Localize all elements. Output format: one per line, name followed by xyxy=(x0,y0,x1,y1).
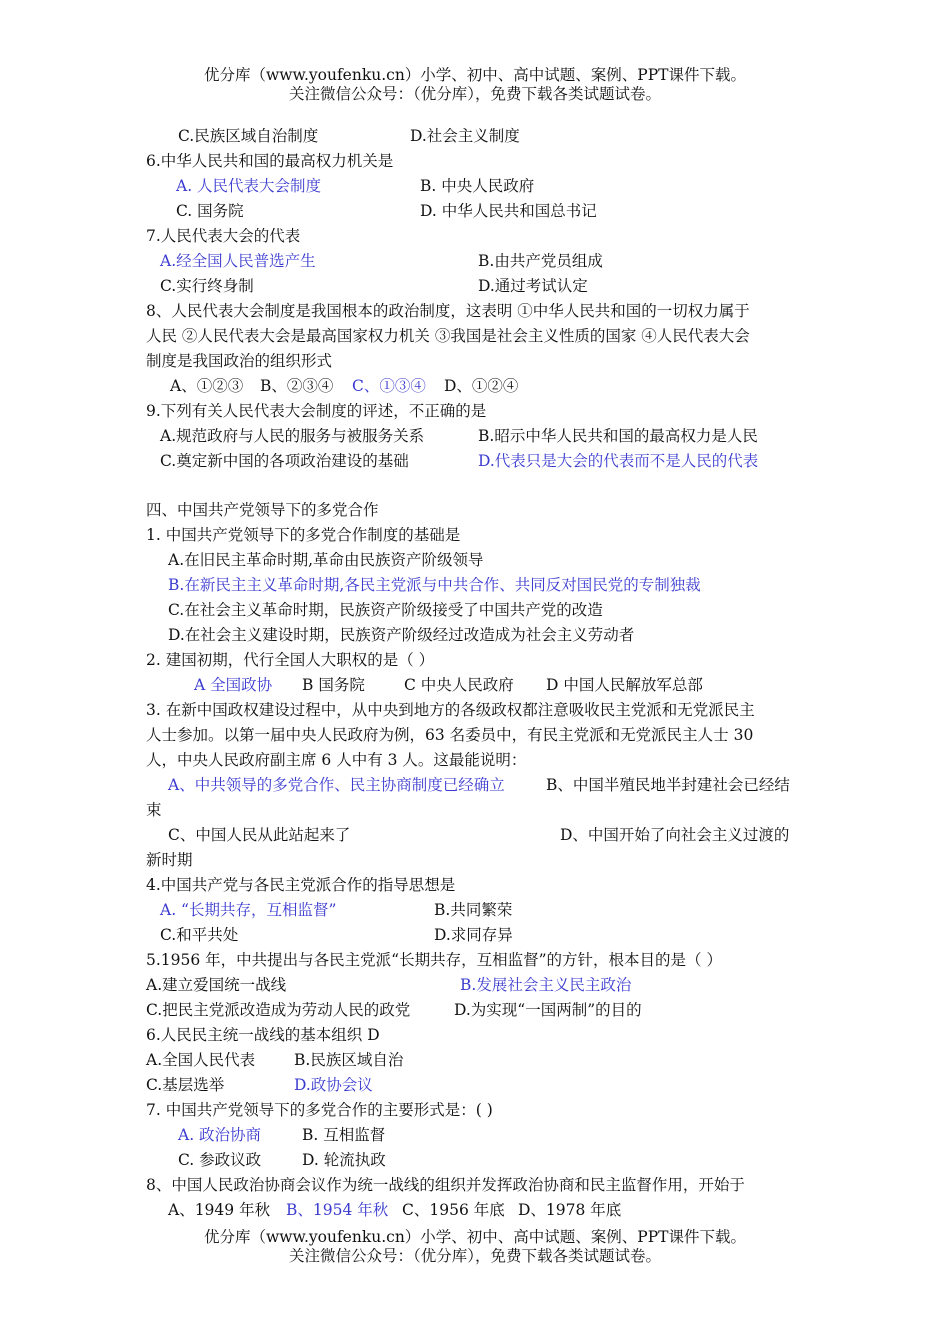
question-8-line-1: 8、人民代表大会制度是我国根本的政治制度，这表明 ①中华人民共和国的一切权力属于 xyxy=(146,302,750,320)
option-d: D. 轮流执政 xyxy=(302,1151,386,1169)
option-a: A.全国人民代表 xyxy=(146,1051,256,1069)
footer-line-2: 关注微信公众号：（优分库），免费下载各类试题试卷。 xyxy=(288,1247,661,1265)
option-d: D、①②④ xyxy=(444,377,519,395)
option-c: C.在社会主义革命时期，民族资产阶级接受了中国共产党的改造 xyxy=(168,601,603,619)
option-a: A、1949 年秋 xyxy=(168,1201,271,1219)
option-a: A、①②③ xyxy=(170,377,244,395)
option-b-continued: 束 xyxy=(146,801,162,819)
option-b: B.共同繁荣 xyxy=(434,901,513,919)
option-c: C 中央人民政府 xyxy=(404,676,514,694)
option-a-answer: A. 政治协商 xyxy=(178,1126,262,1144)
option-b-answer: B.发展社会主义民主政治 xyxy=(460,976,632,994)
option-d-answer: D.代表只是大会的代表而不是人民的代表 xyxy=(478,452,759,470)
question-4: 4.中国共产党与各民主党派合作的指导思想是 xyxy=(146,876,456,894)
option-c: C. 国务院 xyxy=(176,202,244,220)
option-a: A.规范政府与人民的服务与被服务关系 xyxy=(160,427,425,445)
question-8: 8、中国人民政治协商会议作为统一战线的组织并发挥政治协商和民主监督作用，开始于 xyxy=(146,1176,745,1194)
question-6: 6.中华人民共和国的最高权力机关是 xyxy=(146,152,394,170)
option-b: B、②③④ xyxy=(260,377,334,395)
option-c: C.民族区域自治制度 xyxy=(178,127,319,145)
option-b-answer: B.在新民主主义革命时期,各民主党派与中共合作、共同反对国民党的专制独裁 xyxy=(168,576,701,594)
option-a: A.在旧民主革命时期,革命由民族资产阶级领导 xyxy=(168,551,484,569)
question-5: 5.1956 年，中共提出与各民主党派“长期共存，互相监督”的方针，根本目的是（ ） xyxy=(146,951,722,969)
page-header xyxy=(0,66,950,104)
question-8-line-3: 制度是我国政治的组织形式 xyxy=(146,352,333,370)
header-line-1: 优分库（www.youfenku.cn）小学、初中、高中试题、案例、PPT课件下载。 xyxy=(203,66,747,84)
option-a-answer: A.经全国人民普选产生 xyxy=(160,252,316,270)
option-b: B 国务院 xyxy=(302,676,365,694)
option-a-answer: A、中共领导的多党合作、民主协商制度已经确立 xyxy=(168,776,505,794)
question-9: 9.下列有关人民代表大会制度的评述，不正确的是 xyxy=(146,402,487,420)
question-1: 1. 中国共产党领导下的多党合作制度的基础是 xyxy=(146,526,461,544)
option-c: C. 参政议政 xyxy=(178,1151,262,1169)
option-d-answer: D.政协会议 xyxy=(294,1076,373,1094)
option-b: B、中国半殖民地半封建社会已经结 xyxy=(546,776,790,794)
header-line-2: 关注微信公众号：（优分库），免费下载各类试题试卷。 xyxy=(288,85,661,103)
option-d: D、中国开始了向社会主义过渡的 xyxy=(560,826,790,844)
page-footer xyxy=(0,1228,950,1266)
option-d: D.社会主义制度 xyxy=(410,127,520,145)
footer-line-1: 优分库（www.youfenku.cn）小学、初中、高中试题、案例、PPT课件下载。 xyxy=(203,1228,747,1246)
option-c: C.奠定新中国的各项政治建设的基础 xyxy=(160,452,409,470)
option-d: D.为实现“一国两制”的目的 xyxy=(454,1001,642,1019)
option-a-answer: A. 人民代表大会制度 xyxy=(176,177,322,195)
option-d: D 中国人民解放军总部 xyxy=(546,676,703,694)
option-c: C.基层选举 xyxy=(146,1076,225,1094)
option-d-continued: 新时期 xyxy=(146,851,193,869)
question-2: 2. 建国初期，代行全国人大职权的是（ ） xyxy=(146,651,435,669)
question-3-line-2: 人士参加。以第一届中央人民政府为例，63 名委员中，有民主党派和无党派民主人士 30 xyxy=(146,726,754,744)
option-c: C、中国人民从此站起来了 xyxy=(168,826,351,844)
option-b-answer: B、1954 年秋 xyxy=(286,1201,389,1219)
option-c: C.把民主党派改造成为劳动人民的政党 xyxy=(146,1001,411,1019)
option-d: D、1978 年底 xyxy=(518,1201,622,1219)
option-c-answer: C、①③④ xyxy=(352,377,426,395)
option-a: A.建立爱国统一战线 xyxy=(146,976,287,994)
option-c: C、1956 年底 xyxy=(402,1201,505,1219)
option-a-answer: A 全国政协 xyxy=(194,676,273,694)
option-b: B. 互相监督 xyxy=(302,1126,386,1144)
option-d: D. 中华人民共和国总书记 xyxy=(420,202,597,220)
option-d: D.通过考试认定 xyxy=(478,277,588,295)
question-7: 7. 中国共产党领导下的多党合作的主要形式是：( ) xyxy=(146,1101,493,1119)
option-b: B. 中央人民政府 xyxy=(420,177,535,195)
option-b: B.民族区域自治 xyxy=(294,1051,404,1069)
section-heading: 四、中国共产党领导下的多党合作 xyxy=(146,501,379,519)
question-7: 7.人民代表大会的代表 xyxy=(146,227,301,245)
question-3-line-3: 人，中央人民政府副主席 6 人中有 3 人。这最能说明： xyxy=(146,751,527,769)
option-c: C.和平共处 xyxy=(160,926,239,944)
option-d: D.在社会主义建设时期，民族资产阶级经过改造成为社会主义劳动者 xyxy=(168,626,635,644)
option-a-answer: A. “长期共存，互相监督” xyxy=(160,901,337,919)
question-6: 6.人民民主统一战线的基本组织 D xyxy=(146,1026,380,1044)
question-8-line-2: 人民 ②人民代表大会是最高国家权力机关 ③我国是社会主义性质的国家 ④人民代表大会 xyxy=(146,327,750,345)
question-3-line-1: 3. 在新中国政权建设过程中，从中央到地方的各级政权都注意吸收民主党派和无党派民主 xyxy=(146,701,755,719)
option-b: B.由共产党员组成 xyxy=(478,252,603,270)
option-d: D.求同存异 xyxy=(434,926,513,944)
option-c: C.实行终身制 xyxy=(160,277,254,295)
option-b: B.昭示中华人民共和国的最高权力是人民 xyxy=(478,427,758,445)
